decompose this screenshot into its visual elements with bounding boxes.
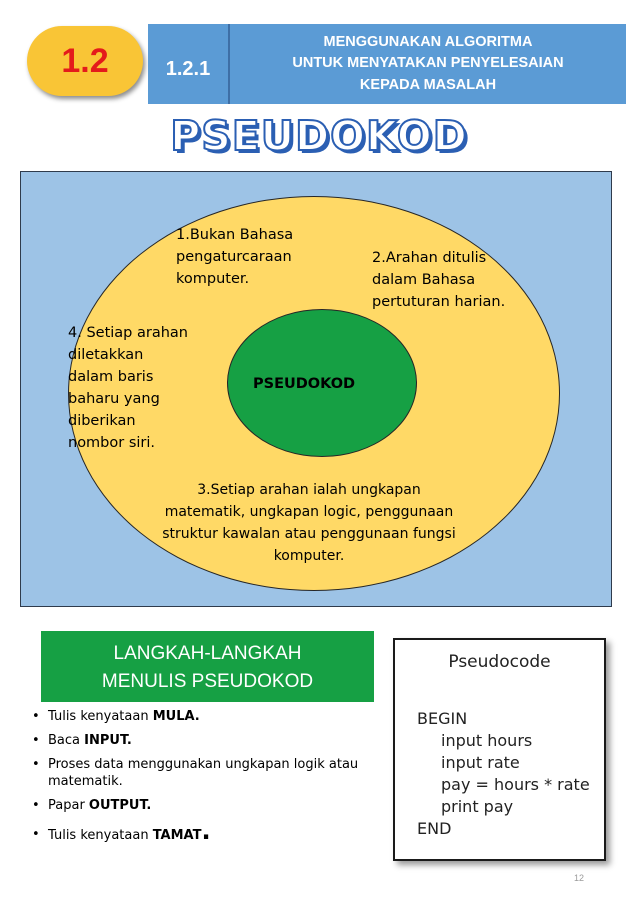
code-line: BEGIN (417, 709, 468, 728)
section-title-line: MENGGUNAKAN ALGORITMA (323, 34, 533, 51)
section-title-line: UNTUK MENYATAKAN PENYELESAIAN (292, 55, 564, 72)
point-3-line: struktur kawalan atau penggunaan fungsi (162, 526, 456, 542)
code-line: END (417, 819, 452, 838)
point-4-line: dalam baris (68, 369, 154, 385)
point-3-line: 3.Setiap arahan ialah ungkapan (197, 482, 421, 498)
point-4-line: nombor siri. (68, 435, 156, 451)
list-item (30, 756, 360, 790)
step-keyword: MULA. (152, 709, 200, 724)
code-line: print pay (441, 797, 514, 816)
list-item (30, 817, 360, 845)
steps-banner-line: LANGKAH-LANGKAH (113, 642, 302, 664)
step-text: Tulis kenyataan (48, 828, 153, 843)
step-keyword: INPUT. (84, 733, 132, 748)
page-title: PSEUDOKOD (170, 112, 468, 160)
point-4 (68, 322, 188, 454)
step-text: Tulis kenyataan (48, 709, 153, 724)
pseudocode-example (393, 638, 606, 861)
code-line: pay = hours * rate (441, 775, 590, 794)
point-2 (372, 247, 505, 313)
point-3-line: matematik, ungkapan logic, penggunaan (164, 504, 454, 520)
section-title-line: KEPADA MASALAH (359, 76, 497, 93)
steps-list (30, 708, 360, 851)
list-item (30, 732, 360, 749)
concept-diagram (20, 171, 612, 607)
point-3-line: komputer. (273, 548, 345, 564)
point-3 (117, 479, 501, 567)
code-line: input rate (441, 753, 520, 772)
step-text: Baca (48, 733, 85, 748)
point-2-line: 2.Arahan ditulis (372, 250, 487, 266)
step-text: Proses data menggunakan ungkapan logik atau matematik. (48, 757, 359, 789)
page-number: 12 (574, 873, 585, 883)
step-trailing: . (201, 817, 211, 845)
pseudocode-title: Pseudocode (448, 652, 551, 672)
point-4-line: 4. Setiap arahan (68, 325, 188, 341)
point-4-line: diletakkan (68, 347, 144, 363)
point-1-line: 1.Bukan Bahasa (176, 227, 294, 243)
section-title (230, 24, 626, 104)
subsection-code: 1.2.1 (148, 24, 230, 104)
list-item (30, 797, 360, 814)
point-2-line: dalam Bahasa (372, 272, 476, 288)
point-1-line: pengaturcaraan (176, 249, 292, 265)
point-1 (176, 224, 293, 290)
point-2-line: pertuturan harian. (372, 294, 506, 310)
section-badge (27, 26, 143, 96)
step-keyword: OUTPUT. (88, 798, 152, 813)
steps-banner-line: MENULIS PSEUDOKOD (101, 670, 314, 692)
point-4-line: diberikan (68, 413, 136, 429)
section-number: 1.2 (61, 41, 109, 80)
code-line: input hours (441, 731, 533, 750)
steps-banner (41, 631, 374, 702)
center-label: PSEUDOKOD (253, 376, 356, 392)
header-bar (148, 24, 626, 104)
point-4-line: baharu yang (68, 391, 160, 407)
pseudocode-lines (417, 708, 590, 840)
step-keyword: TAMAT (152, 828, 202, 843)
list-item (30, 708, 360, 725)
step-text: Papar (48, 798, 89, 813)
point-1-line: komputer. (176, 271, 250, 287)
